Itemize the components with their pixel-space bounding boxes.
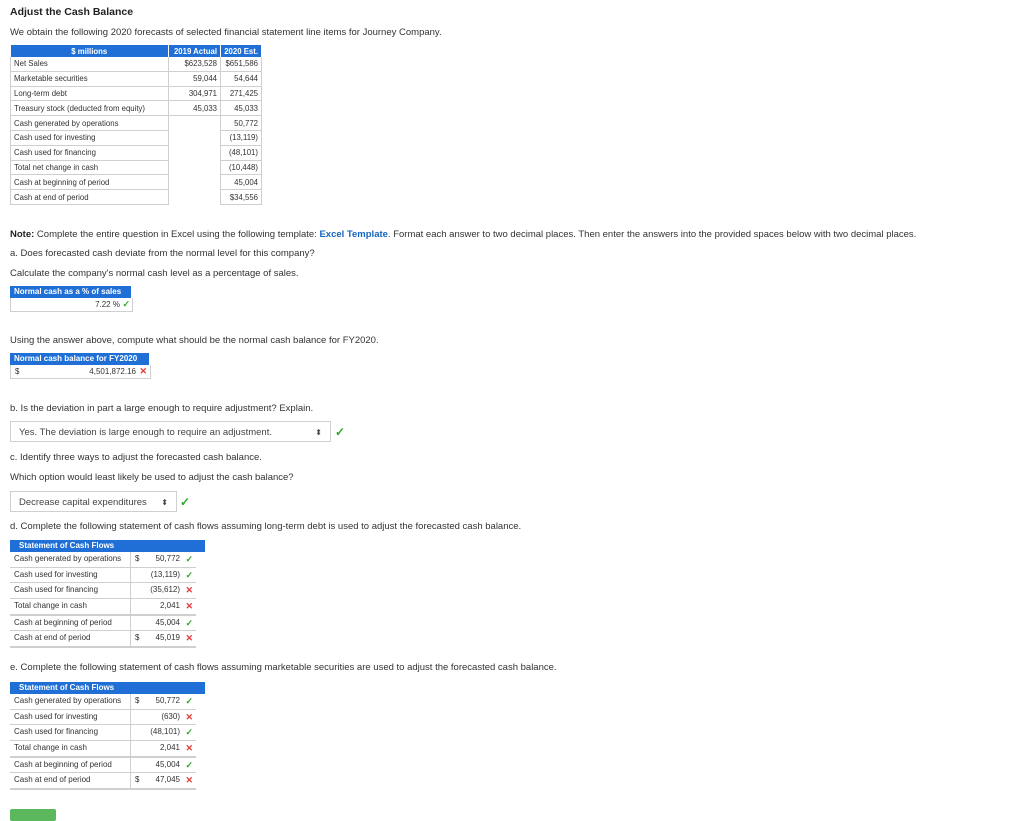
cash-flow-value-field[interactable]: 45,004 <box>155 759 180 769</box>
column-divider <box>130 725 131 741</box>
cash-flow-label: Cash generated by operations <box>14 696 122 705</box>
row-2019-value: 45,033 <box>169 101 221 116</box>
cash-flow-value-field[interactable]: 50,772 <box>155 696 180 705</box>
normal-cash-pct-value: 7.22 <box>95 300 111 309</box>
row-2019-value: 59,044 <box>169 71 221 86</box>
cross-icon: ✕ <box>185 601 193 612</box>
row-2019-value <box>169 116 221 131</box>
pct-unit: % <box>112 300 120 309</box>
dollar-sign: $ <box>135 696 140 705</box>
note-text-2: . Format each answer to two decimal places. Then enter the answers into the provided spaces below with two decimal places. <box>387 229 917 240</box>
question-a-calc: Calculate the company's normal cash level as a percentage of sales. <box>10 268 299 279</box>
question-c-select[interactable] <box>10 491 177 512</box>
check-icon: ✓ <box>185 617 193 628</box>
question-b-select[interactable] <box>10 421 331 442</box>
row-label: Cash used for investing <box>11 130 169 145</box>
row-label: Cash at beginning of period <box>11 175 169 190</box>
cash-flow-label: Cash used for investing <box>14 569 98 579</box>
forecast-table <box>10 45 262 205</box>
row-2020-value: $34,556 <box>221 190 262 205</box>
table-row <box>11 190 262 205</box>
cross-icon: ✕ <box>185 585 193 596</box>
cash-flow-row <box>10 773 196 790</box>
cross-icon: ✕ <box>185 775 193 786</box>
row-2019-value <box>169 130 221 145</box>
column-divider <box>130 631 131 647</box>
cash-flow-row <box>10 568 196 584</box>
cash-flow-row <box>10 631 196 648</box>
cash-flow-row <box>10 552 196 568</box>
cash-flow-row <box>10 694 196 710</box>
cash-flow-value-field[interactable]: 2,041 <box>159 743 180 753</box>
column-divider <box>130 552 131 568</box>
cash-flow-label: Total change in cash <box>14 743 87 753</box>
column-divider <box>130 599 131 615</box>
cross-icon: ✕ <box>185 711 193 722</box>
row-2020-value: (48,101) <box>221 145 262 160</box>
question-d: d. Complete the following statement of cash flows assuming long-term debt is used to adjust the forecasted cash balance. <box>10 521 522 532</box>
column-divider <box>130 583 131 599</box>
row-2019-value <box>169 160 221 175</box>
question-b: b. Is the deviation in part a large enough to require adjustment? Explain. <box>10 403 314 414</box>
cash-flow-value-field[interactable]: (48,101) <box>150 727 180 737</box>
cash-flow-table-e <box>10 682 205 790</box>
cash-flow-header: Statement of Cash Flows <box>10 682 205 694</box>
intro-text: We obtain the following 2020 forecasts of selected financial statement line items for Journey Company. <box>10 27 442 38</box>
column-divider <box>130 773 131 789</box>
normal-balance-value: 4,501,872.16 <box>89 367 136 376</box>
table-row <box>11 57 262 71</box>
table-row <box>11 175 262 190</box>
note-text <box>10 229 916 240</box>
row-2019-value <box>169 190 221 205</box>
col-header-2019: 2019 Actual <box>169 45 221 57</box>
cash-flow-row <box>10 741 196 758</box>
dollar-sign: $ <box>15 367 20 376</box>
row-label: Marketable securities <box>11 71 169 86</box>
cash-flow-value-field[interactable]: 47,045 <box>155 775 180 785</box>
row-label: Cash used for financing <box>11 145 169 160</box>
cash-flow-header: Statement of Cash Flows <box>10 540 205 552</box>
row-2019-value: $623,528 <box>169 57 221 71</box>
cash-flow-value-field[interactable]: (35,612) <box>150 585 180 595</box>
row-label: Total net change in cash <box>11 160 169 175</box>
table-row <box>11 71 262 86</box>
note-text-1: Complete the entire question in Excel using the following template: <box>34 229 320 240</box>
row-2020-value: 271,425 <box>221 86 262 101</box>
cash-flow-value-field[interactable]: 50,772 <box>155 554 180 563</box>
dollar-sign: $ <box>135 775 140 785</box>
cross-icon: ✕ <box>185 743 193 754</box>
check-icon: ✓ <box>122 299 130 309</box>
column-divider <box>130 694 131 710</box>
cash-flow-value-field[interactable]: 2,041 <box>159 601 180 611</box>
row-2019-value <box>169 175 221 190</box>
row-label: Cash generated by operations <box>11 116 169 131</box>
question-e: e. Complete the following statement of cash flows assuming marketable securities are used to adjust the forecasted cash balance. <box>10 662 557 673</box>
check-icon: ✓ <box>335 425 346 439</box>
cash-flow-row <box>10 758 196 774</box>
row-2020-value: 45,004 <box>221 175 262 190</box>
row-2020-value: (13,119) <box>221 130 262 145</box>
note-bold: Note: <box>10 229 35 240</box>
cash-flow-label: Cash used for financing <box>14 585 99 595</box>
dollar-sign: $ <box>135 554 140 563</box>
cash-flow-value-field[interactable]: (13,119) <box>150 569 180 579</box>
row-2020-value: $651,586 <box>221 57 262 71</box>
cross-icon: ✕ <box>139 366 147 376</box>
col-header-2020: 2020 Est. <box>221 45 262 57</box>
normal-balance-text: Using the answer above, compute what should be the normal cash balance for FY2020. <box>10 335 379 346</box>
row-2020-value: (10,448) <box>221 160 262 175</box>
cash-flow-row <box>10 710 196 726</box>
col-header-millions: $ millions <box>11 45 169 57</box>
question-c-2: Which option would least likely be used to adjust the cash balance? <box>10 472 294 483</box>
normal-balance-field[interactable] <box>10 365 151 379</box>
table-row <box>11 130 262 145</box>
cash-flow-label: Total change in cash <box>14 601 87 611</box>
page-title: Adjust the Cash Balance <box>10 6 134 18</box>
cash-flow-value-field[interactable]: 45,019 <box>155 633 180 643</box>
column-divider <box>130 710 131 726</box>
row-2019-value: 304,971 <box>169 86 221 101</box>
check-icon: ✓ <box>185 554 193 564</box>
row-2020-value: 50,772 <box>221 116 262 131</box>
check-icon: ✓ <box>185 727 193 738</box>
cash-flow-label: Cash at end of period <box>14 633 91 643</box>
cash-flow-value-field[interactable]: (630) <box>161 711 180 721</box>
cash-flow-value-field[interactable]: 45,004 <box>155 617 180 627</box>
select-arrow-icon: ⬍ <box>315 428 322 437</box>
row-label: Long-term debt <box>11 86 169 101</box>
table-row <box>11 101 262 116</box>
cash-flow-row <box>10 725 196 741</box>
cash-flow-row <box>10 599 196 616</box>
row-label: Net Sales <box>11 57 169 71</box>
question-c-selected: Decrease capital expenditures <box>19 497 147 508</box>
row-2020-value: 54,644 <box>221 71 262 86</box>
cash-flow-table-d <box>10 540 205 648</box>
column-divider <box>130 758 131 774</box>
normal-cash-pct-field[interactable] <box>10 298 133 312</box>
table-row <box>11 145 262 160</box>
cash-flow-label: Cash used for financing <box>14 727 99 737</box>
cash-flow-label: Cash used for investing <box>14 711 98 721</box>
column-divider <box>130 568 131 584</box>
table-row <box>11 160 262 175</box>
check-icon: ✓ <box>185 569 193 580</box>
table-row <box>11 86 262 101</box>
question-b-selected: Yes. The deviation is large enough to require an adjustment. <box>19 427 272 438</box>
check-icon: ✓ <box>185 759 193 770</box>
question-a: a. Does forecasted cash deviate from the normal level for this company? <box>10 248 315 259</box>
cash-flow-label: Cash at end of period <box>14 775 91 785</box>
cash-flow-label: Cash at beginning of period <box>14 617 112 627</box>
question-c: c. Identify three ways to adjust the forecasted cash balance. <box>10 452 262 463</box>
row-2020-value: 45,033 <box>221 101 262 116</box>
normal-balance-header: Normal cash balance for FY2020 <box>10 353 149 365</box>
table-row <box>11 116 262 131</box>
cash-flow-label: Cash at beginning of period <box>14 759 112 769</box>
row-2019-value <box>169 145 221 160</box>
cash-flow-label: Cash generated by operations <box>14 554 122 563</box>
cash-flow-row <box>10 583 196 599</box>
cross-icon: ✕ <box>185 633 193 644</box>
check-button[interactable] <box>10 809 56 821</box>
select-arrow-icon: ⬍ <box>161 498 168 507</box>
cash-flow-row <box>10 616 196 632</box>
row-label: Cash at end of period <box>11 190 169 205</box>
column-divider <box>130 616 131 632</box>
check-icon: ✓ <box>180 495 191 509</box>
excel-template-link[interactable]: Excel Template <box>319 229 388 240</box>
normal-cash-pct-header: Normal cash as a % of sales <box>10 286 131 298</box>
check-icon: ✓ <box>185 696 193 706</box>
row-label: Treasury stock (deducted from equity) <box>11 101 169 116</box>
dollar-sign: $ <box>135 633 140 643</box>
column-divider <box>130 741 131 757</box>
